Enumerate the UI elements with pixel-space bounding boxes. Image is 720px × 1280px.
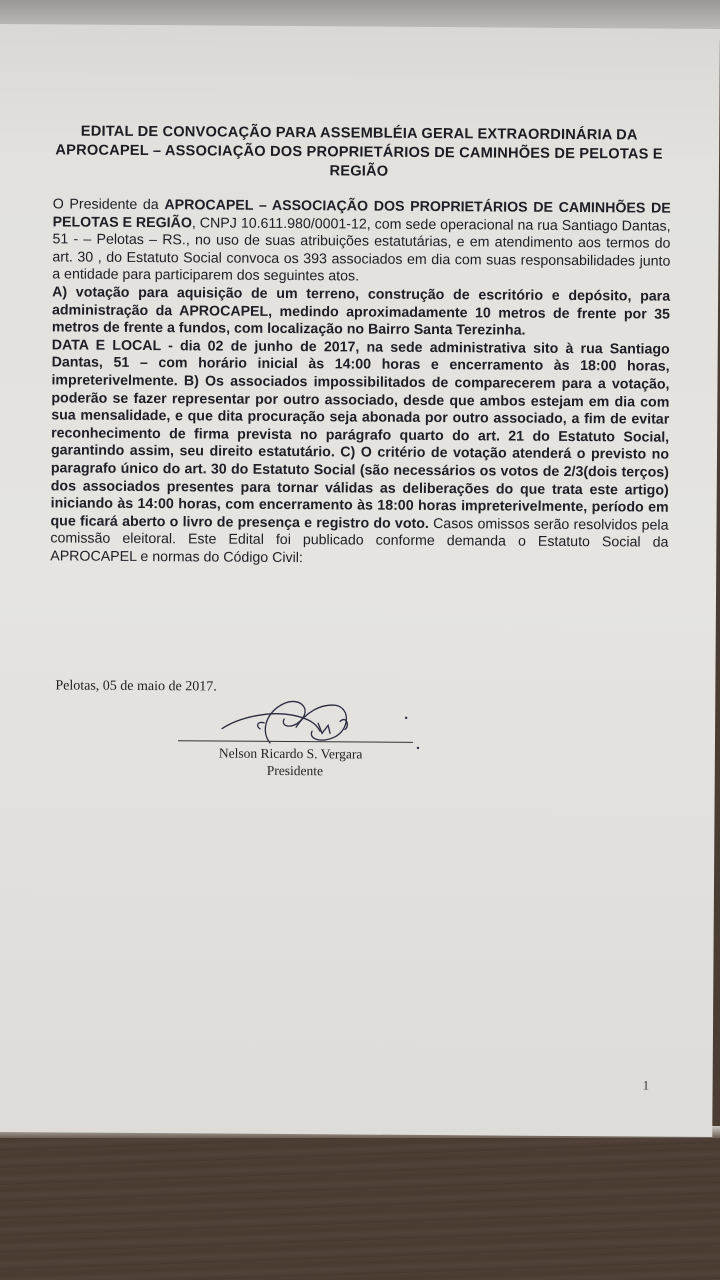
item-a: A) votação para aquisição de um terreno, construção de escritório e depósito, para administração da APROCAPEL, medindo aproximadamente 10 metros de frente por 35 metros de frente a fundos, com localização no Bairro Santa Terezinha.	[51, 284, 671, 339]
intro-rest: , CNPJ 10.611.980/0001-12, com sede operacional na rua Santiago Dantas, 51 - – Pelotas – RS., no uso de suas atribuições estatutárias, e em atendimento aos termos do art. 30 , do Estatuto Social convoca os 393 associados em dia com suas responsabilidades junto a entidade para participarem dos seguintes atos.	[52, 214, 671, 285]
closing-text: Casos omissos serão resolvidos pela comissão eleitoral. Este Edital foi publicado conforme demanda o Estatuto Social da APROCAPEL e normas do Código Civil:	[50, 515, 669, 567]
table-surface	[0, 1134, 720, 1280]
date-local-text: DATA E LOCAL - dia 02 de junho de 2017, na sede administrativa sito à rua Santiago Dantas, 51 – com horário inicial às 14:00 horas e encerramento às 18:00 horas, impreterivelmente. B) Os associados impossibilitados de comparecerem para a votação, poderão se fazer representar por outro associado, desde que ambos estejam em dia com sua mensalidade, e que dita procuração seja abonada por outro associado, a fim de evitar reconhecimento de firma prevista no parágrafo quarto do art. 21 do Estatuto Social, garantindo assim, seu direito estatutário. C) O critério de votação atenderá o previsto no paragrafo único do art. 30 do Estatuto Social (são necessários os votos de 2/3(dois terços) dos associados presentes para tornar válidas as deliberações do que trata este artigo) iniciando às 14:00 horas, com encerramento às 18:00 horas impreterivelmente, período em que ficará aberto o livro de presença e registro do voto.	[50, 337, 670, 532]
paragraph-date-local	[50, 337, 670, 570]
signer-name: Nelson Ricardo S. Vergara	[218, 745, 363, 762]
document-body	[50, 196, 671, 570]
document-page	[0, 24, 720, 1137]
page-number: 1	[642, 1077, 650, 1093]
place-date: Pelotas, 05 de maio de 2017.	[55, 678, 217, 695]
intro-text: O Presidente da	[52, 196, 165, 214]
paragraph-intro	[52, 196, 671, 288]
document-title: EDITAL DE CONVOCAÇÃO PARA ASSEMBLÉIA GERAL EXTRAORDINÁRIA DA APROCAPEL – ASSOCIAÇÃO DOS PROPRIETÁRIOS DE CAMINHÕES DE PELOTAS E REGIÃO	[55, 123, 663, 180]
organization-name: APROCAPEL – ASSOCIAÇÃO DOS PROPRIETÁRIOS DE CAMINHÕES DE PELOTAS E REGIÃO	[52, 197, 671, 231]
signer-role: Presidente	[266, 762, 324, 779]
